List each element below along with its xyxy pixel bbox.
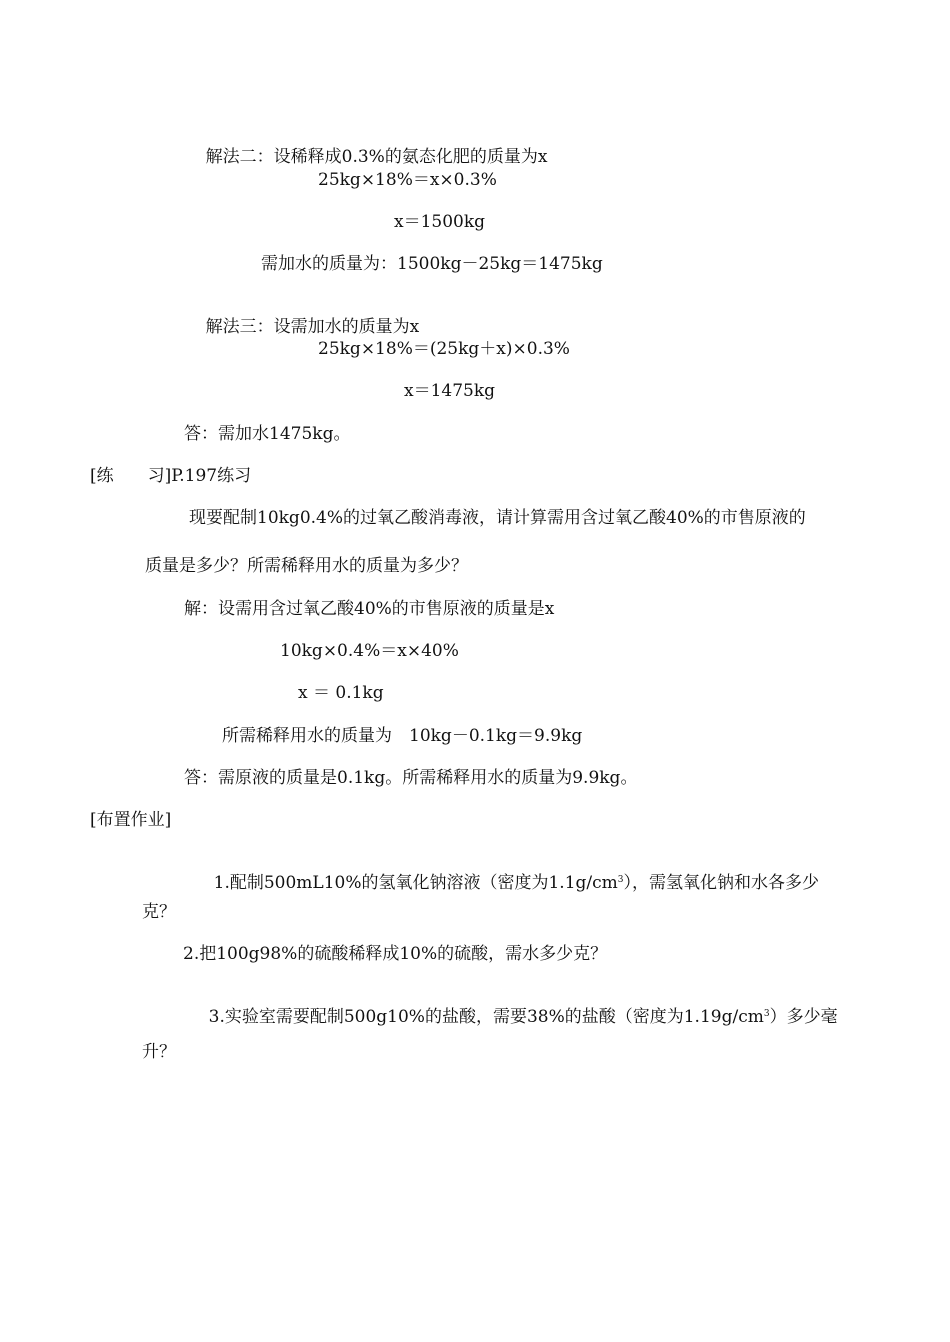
solution3-label: 解法三： (205, 317, 274, 337)
solution3-equation-1: 25kg×18%＝(25kg＋x)×0.3% (318, 339, 570, 359)
homework-question-3-line-1: 3.实验室需要配制500g10%的盐酸，需要38%的盐酸（密度为$1.19g/cm^3$）多少毫 (208, 1007, 838, 1027)
practice-problem-line-2: 质量是多少？所需稀释用水的质量为多少？ (145, 556, 468, 576)
practice-heading: [练 习]P.197练习 (90, 466, 252, 486)
practice-equation-2: x ＝ 0.1kg (298, 683, 384, 703)
homework-question-2: 2.把100g98%的硫酸稀释成10%的硫酸，需水多少克？ (183, 944, 608, 964)
solution2-setup: 解法二：设稀释成0.3%的氨态化肥的质量为x (205, 147, 548, 167)
solution2-equation-2: x＝1500kg (394, 212, 486, 232)
solution3-setup: 解法三：设需加水的质量为x (205, 317, 420, 337)
practice-equation-1: 10kg×0.4%＝x×40% (280, 641, 459, 661)
practice-water-mass: 所需稀释用水的质量为 10kg－0.1kg＝9.9kg (222, 726, 583, 746)
solution3-equation-2: x＝1475kg (404, 381, 496, 401)
solution2-label: 解法二： (205, 147, 274, 167)
answer-1: 答：需加水1475kg。 (184, 424, 351, 444)
solution2-water-mass: 需加水的质量为：1500kg－25kg＝1475kg (261, 254, 603, 274)
superscript-3: 3 (617, 875, 624, 885)
solution2-equation-1: 25kg×18%＝x×0.3% (318, 170, 497, 190)
superscript-3: 3 (763, 1009, 770, 1019)
practice-problem-line-1: 现要配制10kg0.4%的过氧乙酸消毒液，请计算需用含过氧乙酸40%的市售原液的 (189, 508, 806, 528)
homework-question-3-line-2: 升？ (142, 1042, 176, 1062)
practice-solution-setup: 解：设需用含过氧乙酸40%的市售原液的质量是x (184, 599, 555, 619)
practice-answer: 答：需原液的质量是0.1kg。所需稀释用水的质量为9.9kg。 (184, 768, 638, 788)
homework-question-1-line-1: 1.配制500mL10%的氢氧化钠溶液（密度为$1.1g/cm^3$），需氢氧化钠和水各多少 (213, 873, 820, 893)
homework-question-1-line-2: 克？ (142, 902, 176, 922)
homework-heading: [布置作业] (90, 810, 172, 830)
